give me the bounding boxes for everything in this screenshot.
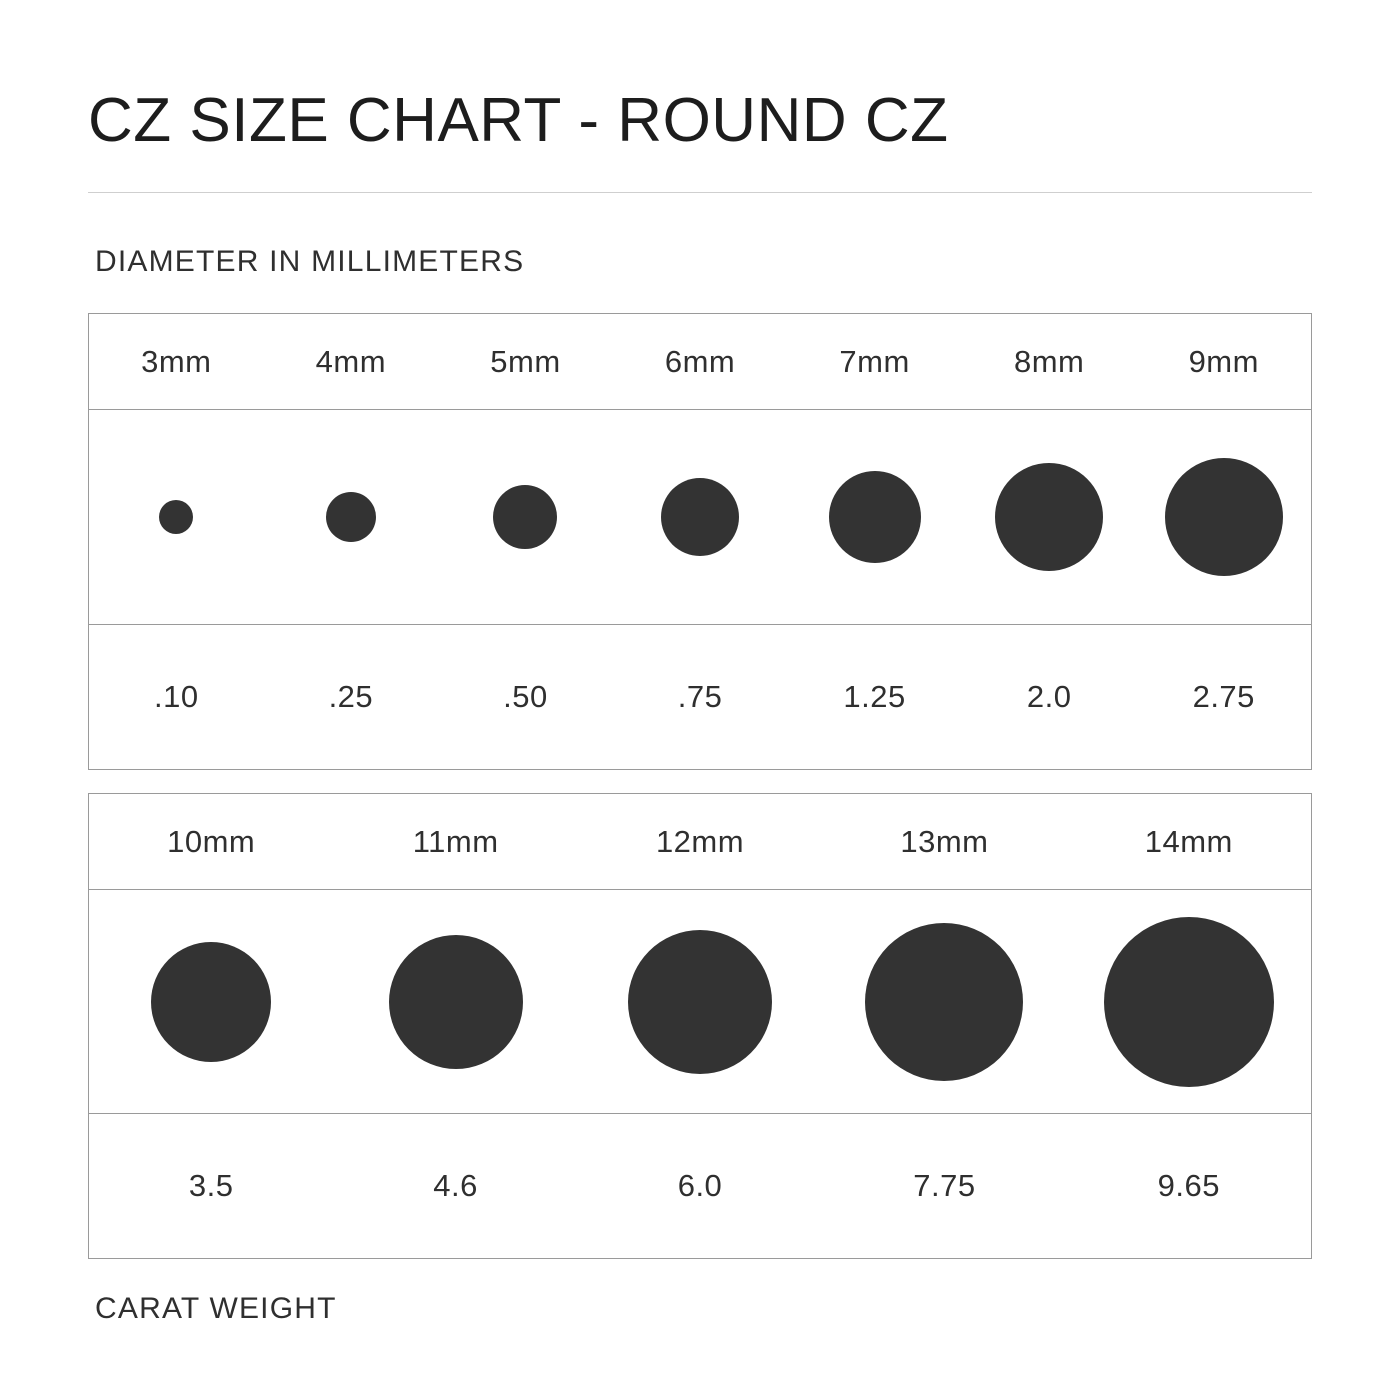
- diameter-label: 9mm: [1188, 343, 1259, 379]
- diameter-label: 6mm: [664, 343, 736, 379]
- carat-label: 2.75: [1192, 679, 1255, 714]
- size-table-large: [88, 793, 1312, 1259]
- diameter-header-cell: [1136, 314, 1311, 409]
- carat-label: .25: [328, 679, 374, 714]
- carat-label: .75: [677, 679, 723, 714]
- diameter-header-cell: [438, 314, 613, 409]
- table-row: [89, 794, 1311, 890]
- gem-cell: [1136, 410, 1311, 624]
- carat-cell: [264, 625, 439, 769]
- diameter-label: 13mm: [900, 823, 989, 859]
- carat-label: 1.25: [843, 679, 906, 714]
- round-cz-swatch: [151, 942, 271, 1062]
- carat-cell: [89, 625, 264, 769]
- carat-label: 4.6: [433, 1168, 478, 1203]
- carat-label: 9.65: [1157, 1168, 1220, 1203]
- page-title: CZ SIZE CHART - ROUND CZ: [88, 86, 949, 155]
- diameter-label: 10mm: [167, 823, 256, 859]
- round-cz-swatch: [865, 923, 1023, 1081]
- table-row: [89, 1114, 1311, 1258]
- diameter-header-cell: [613, 314, 788, 409]
- round-cz-swatch: [493, 485, 557, 549]
- diameter-header-cell: [578, 794, 822, 889]
- carat-cell: [613, 625, 788, 769]
- carat-cell: [1136, 625, 1311, 769]
- carat-cell: [89, 1114, 333, 1258]
- round-cz-swatch: [389, 935, 523, 1069]
- round-cz-swatch: [326, 492, 376, 542]
- carat-label: 3.5: [188, 1168, 234, 1203]
- round-cz-swatch: [995, 463, 1103, 571]
- gem-cell: [962, 410, 1137, 624]
- carat-cell: [962, 625, 1137, 769]
- round-cz-swatch: [661, 478, 739, 556]
- gem-cell: [333, 890, 577, 1113]
- gem-cell: [264, 410, 439, 624]
- title-divider: [88, 192, 1312, 193]
- diameter-header-cell: [89, 794, 333, 889]
- diameter-label: 5mm: [490, 343, 561, 379]
- carat-label: .10: [153, 679, 199, 714]
- round-cz-swatch: [159, 500, 193, 534]
- carat-weight-caption: CARAT WEIGHT: [95, 1292, 337, 1325]
- diameter-header-cell: [264, 314, 439, 409]
- carat-cell: [438, 625, 613, 769]
- carat-label: 7.75: [913, 1168, 976, 1203]
- carat-cell: [822, 1114, 1066, 1258]
- gem-cell: [822, 890, 1066, 1113]
- diameter-label: 8mm: [1013, 343, 1085, 379]
- round-cz-swatch: [628, 930, 772, 1074]
- gem-cell: [1067, 890, 1311, 1113]
- diameter-label: 11mm: [412, 823, 499, 859]
- table-row: [89, 314, 1311, 410]
- carat-label: .50: [503, 679, 548, 714]
- diameter-label: 4mm: [315, 343, 387, 379]
- round-cz-swatch: [829, 471, 921, 563]
- size-table-small: [88, 313, 1312, 770]
- diameter-caption: DIAMETER IN MILLIMETERS: [95, 245, 525, 278]
- carat-cell: [787, 625, 962, 769]
- diameter-header-cell: [89, 314, 264, 409]
- table-row: [89, 890, 1311, 1114]
- carat-cell: [578, 1114, 822, 1258]
- gem-cell: [89, 890, 333, 1113]
- diameter-header-cell: [333, 794, 577, 889]
- carat-cell: [333, 1114, 577, 1258]
- diameter-label: 3mm: [141, 343, 212, 379]
- diameter-header-cell: [1067, 794, 1311, 889]
- diameter-label: 14mm: [1144, 823, 1233, 859]
- diameter-header-cell: [787, 314, 962, 409]
- table-row: [89, 410, 1311, 625]
- carat-cell: [1067, 1114, 1311, 1258]
- diameter-label: 12mm: [655, 823, 745, 859]
- diameter-label: 7mm: [839, 343, 910, 379]
- carat-label: 2.0: [1026, 679, 1072, 714]
- diameter-header-cell: [962, 314, 1137, 409]
- table-row: [89, 625, 1311, 769]
- gem-cell: [578, 890, 822, 1113]
- gem-cell: [787, 410, 962, 624]
- gem-cell: [613, 410, 788, 624]
- gem-cell: [438, 410, 613, 624]
- gem-cell: [89, 410, 264, 624]
- round-cz-swatch: [1165, 458, 1283, 576]
- carat-label: 6.0: [677, 1168, 723, 1203]
- diameter-header-cell: [822, 794, 1066, 889]
- round-cz-swatch: [1104, 917, 1274, 1087]
